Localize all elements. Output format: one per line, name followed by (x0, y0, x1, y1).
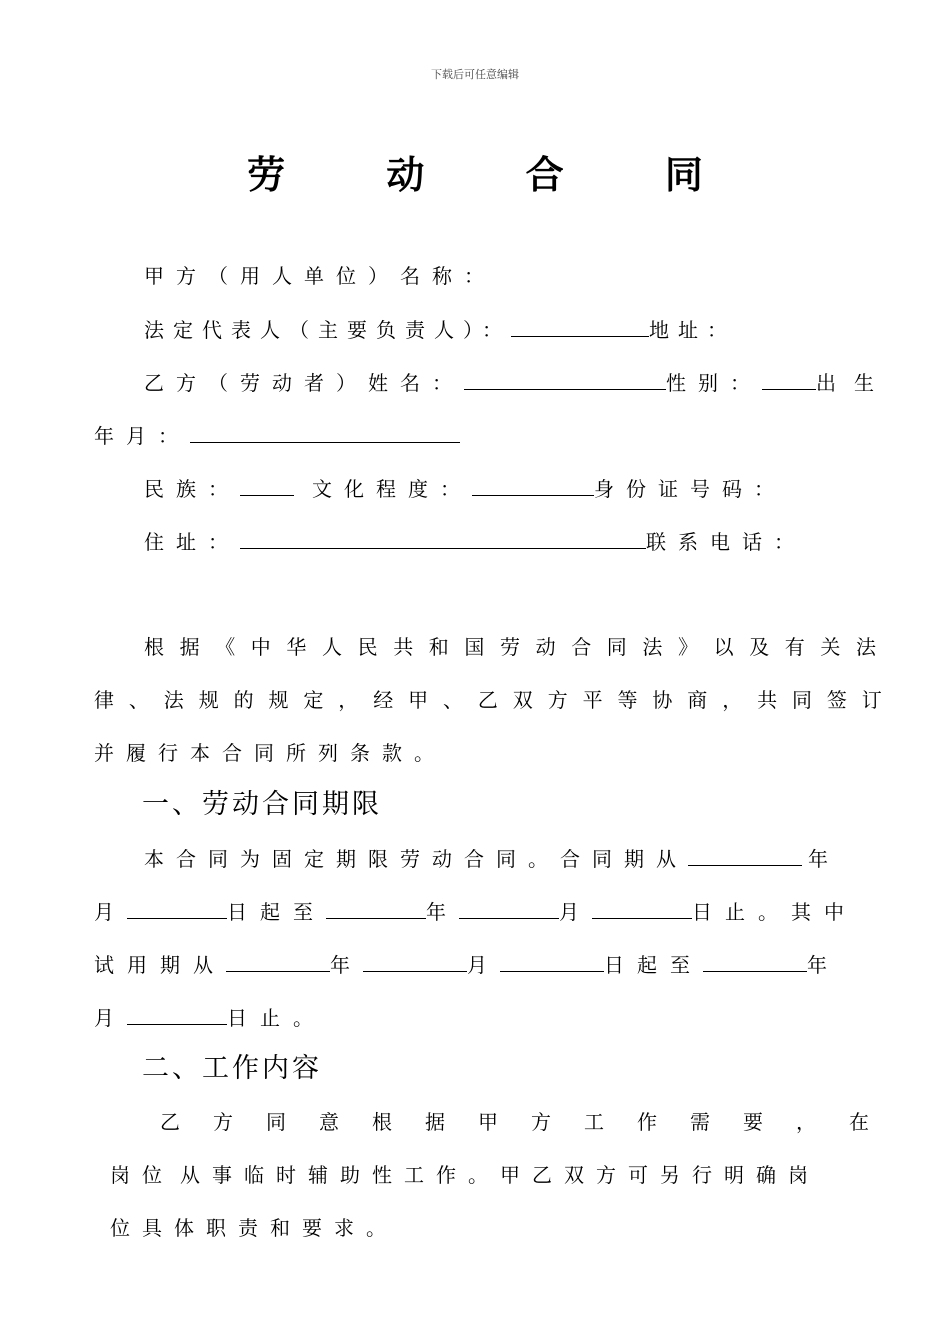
party-b-address-row (94, 526, 846, 556)
ethnicity-label: 民族： (144, 477, 240, 501)
section-2-line-3: 位具体职责和要求。 (110, 1216, 398, 1240)
gender-blank[interactable] (762, 367, 816, 390)
day-end-label: 日止。其中 (692, 900, 857, 924)
section-1-line-4 (94, 1002, 846, 1032)
trial-end-month-blank[interactable] (127, 1002, 227, 1025)
section-1-heading: 一、劳动合同期限 (142, 789, 382, 820)
day-from-label: 日起至 (227, 900, 326, 924)
phone-label: 联系电话： (646, 530, 806, 554)
address-blank[interactable] (240, 526, 646, 549)
position-duty-text: 从事临时辅助性工作。甲乙双方可另行明确岗 (180, 1163, 820, 1187)
intro-line-3: 并履行本合同所列条款。 (94, 741, 446, 765)
start-month-blank[interactable] (127, 896, 227, 919)
contract-term-text: 本合同为固定期限劳动合同。合同期从 (144, 847, 688, 871)
birth-blank[interactable] (190, 420, 460, 443)
trial-label: 试用期从 (94, 953, 226, 977)
year-label-4: 年 (807, 953, 840, 977)
party-a-rep-row (94, 314, 846, 344)
gender-label: 性别： (666, 371, 762, 395)
party-b-address-label: 住址： (144, 530, 240, 554)
section-2-heading: 二、工作内容 (142, 1053, 322, 1084)
day-from-label-2: 日起至 (604, 953, 703, 977)
section-1-line-3 (94, 949, 846, 979)
education-blank[interactable] (472, 473, 594, 496)
party-a-name-label: 甲方（用人单位）名称： (144, 264, 496, 288)
party-a-rep-label: 法定代表人（主要负责人）： (144, 318, 511, 342)
name-blank[interactable] (464, 367, 666, 390)
year-label-3: 年 (330, 953, 363, 977)
id-label: 身份证号码： (594, 477, 786, 501)
birth-label-1: 出生 (816, 371, 892, 395)
trial-start-day-blank[interactable] (500, 949, 604, 972)
month-label-2: 月 (559, 900, 592, 924)
party-b-name-label: 乙方（劳动者）姓名： (144, 371, 464, 395)
trial-start-month-blank[interactable] (363, 949, 467, 972)
end-month-blank[interactable] (459, 896, 559, 919)
month-label-3: 月 (467, 953, 500, 977)
trial-day-end-label: 日止。 (227, 1006, 326, 1030)
year-label: 年 (808, 847, 840, 871)
document-title: 劳 动 合 同 (247, 152, 747, 197)
party-a-address-label: 地址： (649, 318, 736, 342)
section-2-line-2 (94, 1160, 846, 1190)
end-day-blank[interactable] (592, 896, 692, 919)
month-label-4: 月 (94, 1006, 127, 1030)
education-label: 文化程度： (312, 477, 472, 501)
intro-line-1: 根据《中华人民共和国劳动合同法》以及有关法 (144, 635, 892, 659)
party-b-ethnicity-row (94, 473, 846, 503)
position-label: 岗位 (110, 1163, 174, 1187)
party-b-name-row (94, 367, 892, 397)
month-label: 月 (94, 900, 127, 924)
trial-start-year-blank[interactable] (226, 949, 330, 972)
year-label-2: 年 (426, 900, 459, 924)
page-header: 下载后可任意编辑 (431, 68, 519, 81)
party-a-name-row (94, 261, 846, 291)
trial-end-year-blank[interactable] (703, 949, 807, 972)
section-1-line-1 (94, 843, 846, 873)
end-year-blank[interactable] (326, 896, 426, 919)
birth-label-2: 年月： (94, 424, 190, 448)
ethnicity-blank[interactable] (240, 473, 294, 496)
intro-line-2: 律、法规的规定，经甲、乙双方平等协商，共同签订 (94, 688, 897, 712)
rep-blank[interactable] (511, 314, 649, 337)
section-1-line-2 (94, 896, 857, 926)
section-2-line-1: 乙方同意根据甲方工作需要，在 (160, 1110, 902, 1134)
start-year-blank[interactable] (688, 843, 802, 866)
party-b-birth-row (94, 420, 846, 450)
